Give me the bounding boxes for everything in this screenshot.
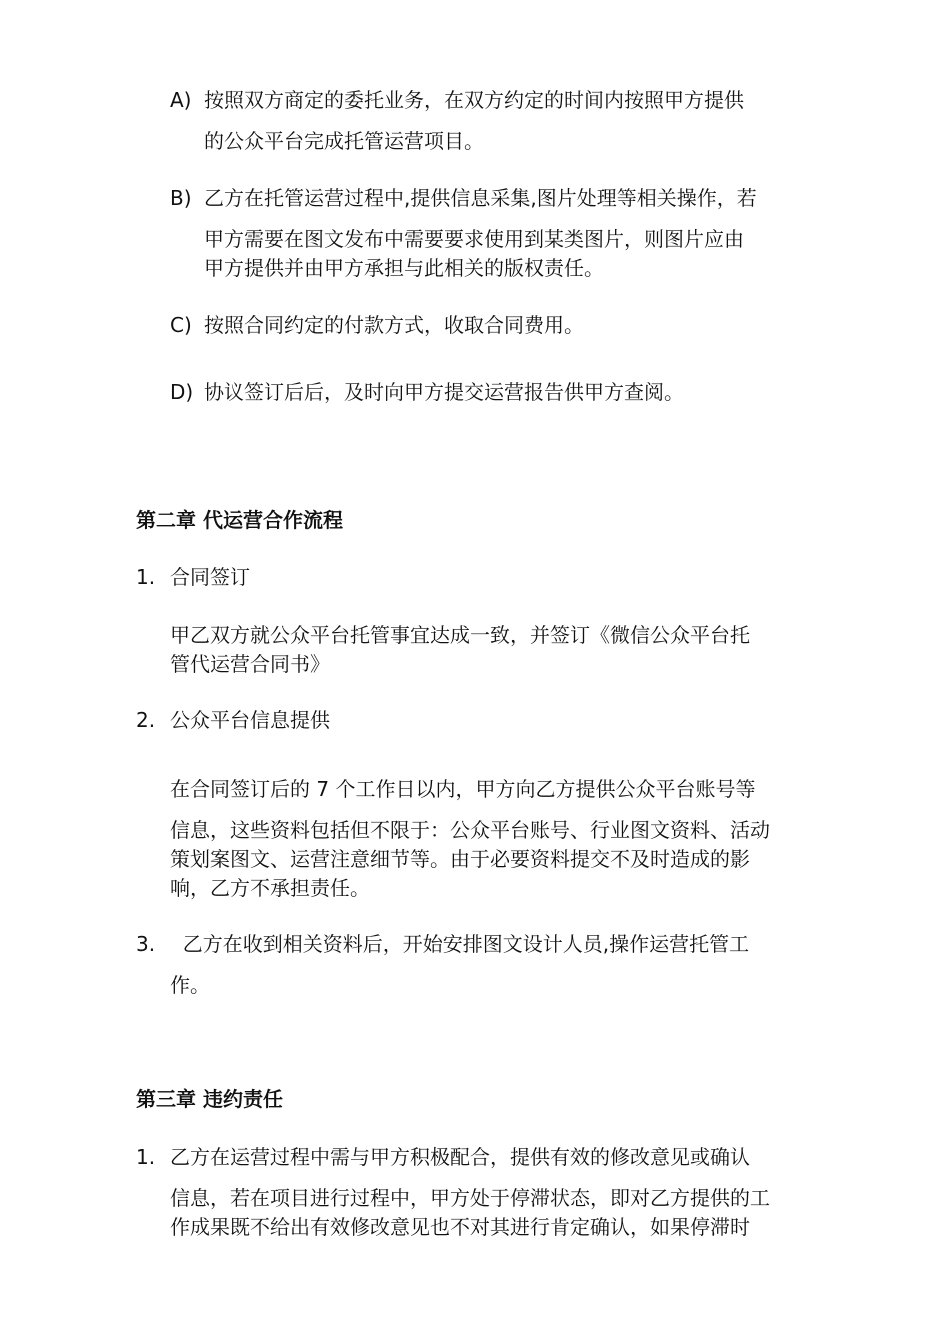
item-body-line: 响，乙方不承担责任。 (170, 876, 370, 900)
chapter-heading: 第三章 违约责任 (136, 1087, 283, 1111)
item-marker: B) (170, 186, 192, 210)
item-marker: D) (170, 380, 194, 404)
item-marker: 1. (136, 565, 156, 589)
item-text-line: 的公众平台完成托管运营项目。 (204, 129, 484, 153)
item-marker: 1. (136, 1145, 156, 1169)
item-text-line: 按照合同约定的付款方式，收取合同费用。 (204, 313, 584, 337)
item-text-line: 作成果既不给出有效修改意见也不对其进行肯定确认，如果停滞时 (170, 1215, 750, 1239)
item-marker: A) (170, 88, 192, 112)
item-body-line: 信息，这些资料包括但不限于：公众平台账号、行业图文资料、活动 (170, 818, 770, 842)
item-text-line: 信息，若在项目进行过程中，甲方处于停滞状态，即对乙方提供的工 (170, 1186, 770, 1210)
item-text-line: 协议签订后后，及时向甲方提交运营报告供甲方查阅。 (204, 380, 684, 404)
item-text-line: 乙方在托管运营过程中,提供信息采集,图片处理等相关操作，若 (204, 186, 757, 210)
item-body-line: 管代运营合同书》 (170, 652, 330, 676)
item-title: 合同签订 (170, 565, 250, 589)
item-text-line: 乙方在收到相关资料后，开始安排图文设计人员,操作运营托管工 (170, 932, 750, 956)
item-marker: 3. (136, 932, 156, 956)
item-marker: 2. (136, 708, 156, 732)
item-text-line: 按照双方商定的委托业务，在双方约定的时间内按照甲方提供 (204, 88, 744, 112)
item-text-line: 甲方提供并由甲方承担与此相关的版权责任。 (204, 256, 604, 280)
item-body-line: 在合同签订后的 7 个工作日以内，甲方向乙方提供公众平台账号等 (170, 777, 756, 801)
item-text-line: 乙方在运营过程中需与甲方积极配合，提供有效的修改意见或确认 (170, 1145, 750, 1169)
item-marker: C) (170, 313, 192, 337)
item-body-line: 策划案图文、运营注意细节等。由于必要资料提交不及时造成的影 (170, 847, 750, 871)
chapter-heading: 第二章 代运营合作流程 (136, 508, 343, 532)
item-title: 公众平台信息提供 (170, 708, 330, 732)
item-text-line: 作。 (170, 973, 210, 997)
item-text-line: 甲方需要在图文发布中需要要求使用到某类图片，则图片应由 (204, 227, 744, 251)
item-body-line: 甲乙双方就公众平台托管事宜达成一致，并签订《微信公众平台托 (170, 623, 750, 647)
